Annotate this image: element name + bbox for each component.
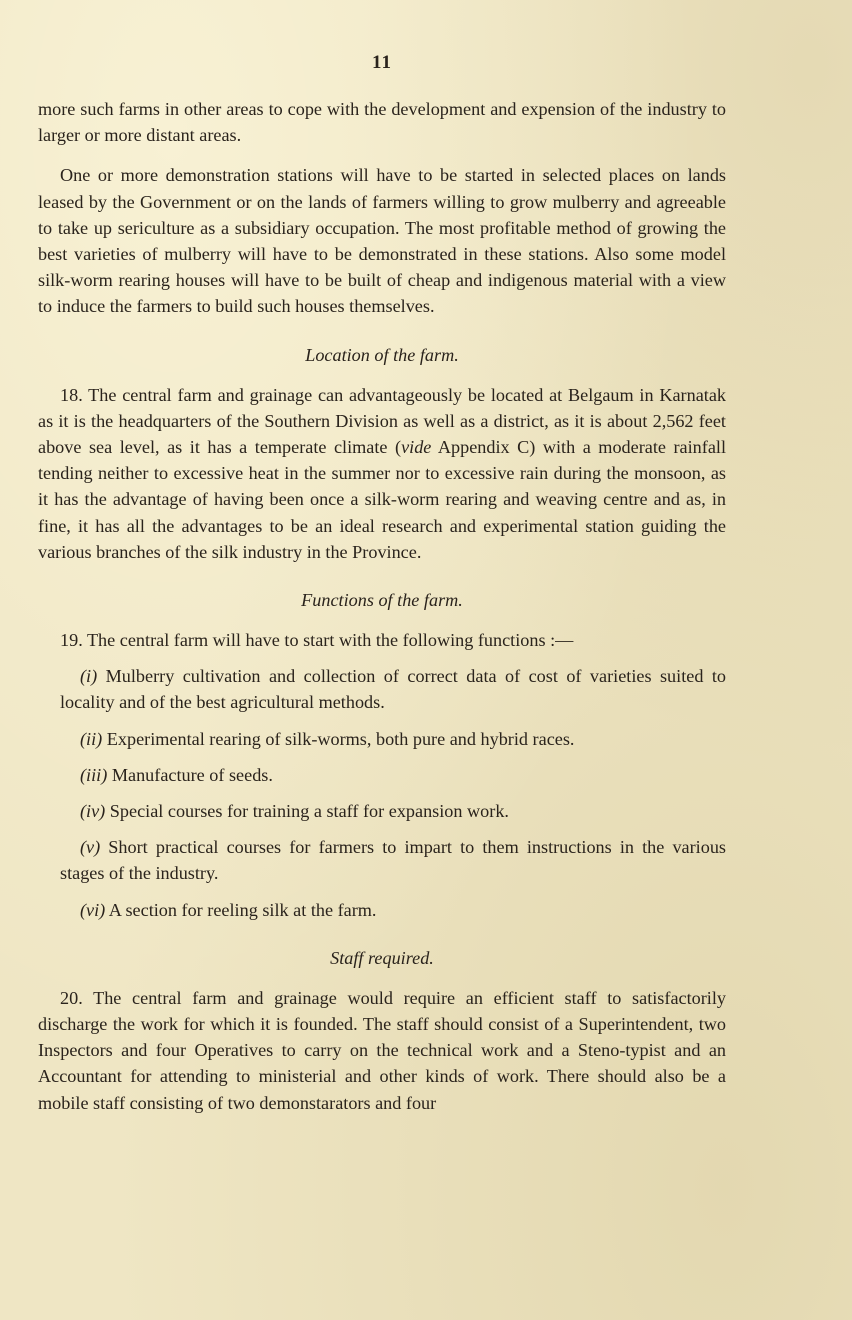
- item-text: Manufacture of seeds.: [107, 764, 273, 785]
- paragraph-19-functions: [38, 627, 726, 653]
- function-item-iv: [60, 798, 726, 824]
- item-text: Short practical courses for farmers to impart to them instructions in the various stages of the industry.: [60, 837, 726, 884]
- paragraph-text: The central farm and grainage can advantageously be located at Belgaum in Karnatak as it is the headquarters of the Southern Division as well as a district, as it is about 2,562 feet above sea level, as it has a temperate climate (: [38, 384, 726, 458]
- paragraph-18-location: [38, 382, 726, 565]
- item-text: Experimental rearing of silk-worms, both pure and hybrid races.: [102, 728, 575, 749]
- paragraph-demonstration-stations: One or more demonstration stations will have to be started in selected places on lands leased by the Government or on the lands of farmers willing to grow mulberry and agreeable to take up sericulture as a subsidiary occupation. The most profitable method of growing the best varieties of mulberry will have to be demonstrated in these stations. Also some model silk-worm rearing houses will have to be built of cheap and indigenous material with a view to induce the farmers to build such houses themselves.: [38, 165, 726, 317]
- item-text: Special courses for training a staff for expansion work.: [105, 801, 509, 822]
- paragraph-text: Appendix C) with a moderate rainfall tending neither to excessive heat in the summer nor to excessive rain during the monsoon, as it has the advantage of having been once a silk-worm rearing and weaving centre and as, in fine, it has all the advantages to be an ideal research and experimental station guiding the various branches of the silk industry in the Province.: [38, 437, 726, 562]
- paragraph-number: 18.: [60, 384, 83, 405]
- page-number: 11: [372, 52, 392, 73]
- vide-word: vide: [401, 437, 432, 458]
- function-item-ii: [60, 726, 726, 752]
- paragraph-text: The central farm will have to start with the following functions :—: [82, 630, 574, 651]
- item-numeral: (iv): [80, 801, 106, 822]
- paragraph-number: 19.: [60, 630, 83, 651]
- heading-location: Location of the farm.: [305, 344, 459, 365]
- item-numeral: (ii): [80, 728, 103, 749]
- function-item-vi: [60, 897, 726, 923]
- function-item-i: [60, 663, 726, 715]
- item-numeral: (i): [80, 666, 98, 687]
- paragraph-text: The central farm and grainage would require an efficient staff to satisfactorily discharge the work for which it is founded. The staff should consist of a Superintendent, two Inspectors and four Operatives to carry on the technical work and a Steno-typist and an Accountant for attending to ministerial and other kinds of work. There should also be a mobile staff consisting of two demonstarators and four: [38, 987, 726, 1113]
- heading-staff: Staff required.: [330, 947, 434, 968]
- item-text: Mulberry cultivation and collection of correct data of cost of varieties suited to locality and of the best agricultural methods.: [60, 666, 726, 713]
- paragraph-number: 20.: [60, 987, 83, 1008]
- item-text: A section for reeling silk at the farm.: [105, 899, 377, 920]
- item-numeral: (iii): [80, 764, 108, 785]
- paragraph-continuation: more such farms in other areas to cope with the development and expension of the industry to larger or more distant areas.: [38, 99, 726, 146]
- document-page: [38, 52, 726, 1302]
- function-item-v: [60, 834, 726, 886]
- paragraph-20-staff: [38, 985, 726, 1116]
- item-numeral: (v): [80, 837, 101, 858]
- item-numeral: (vi): [80, 899, 106, 920]
- functions-list: [38, 663, 726, 923]
- function-item-iii: [60, 762, 726, 788]
- heading-functions: Functions of the farm.: [301, 590, 463, 611]
